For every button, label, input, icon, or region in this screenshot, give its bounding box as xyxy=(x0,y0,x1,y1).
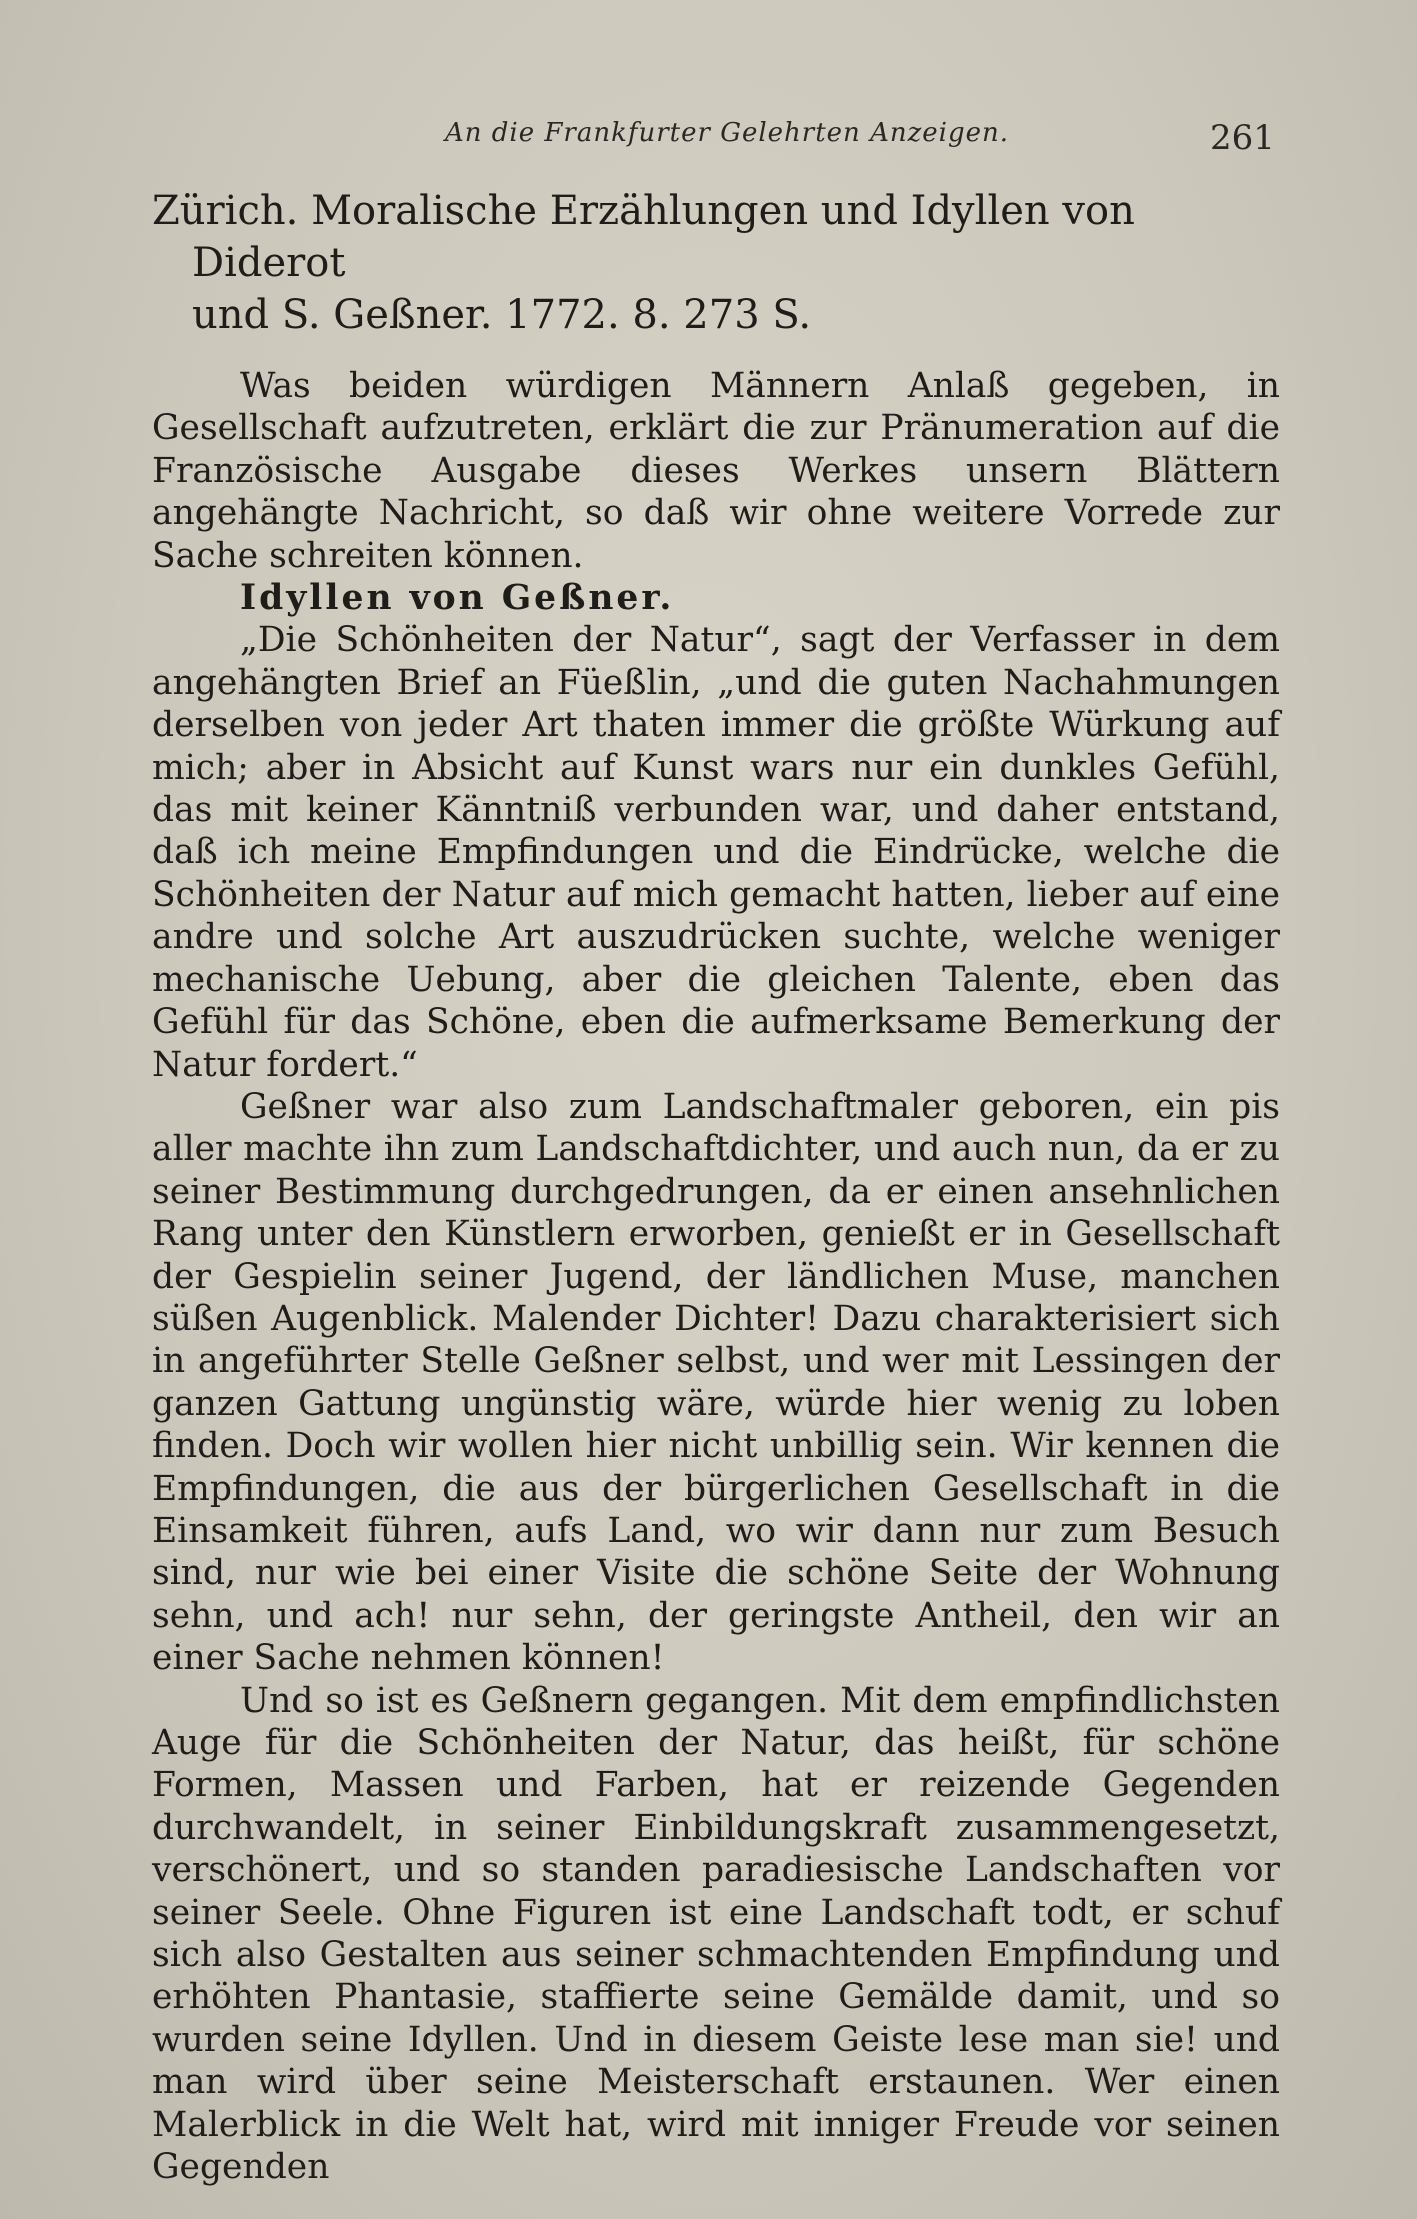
quote-paragraph: „Die Schönheiten der Natur“, sagt der Verfasser in dem angehängten Brief an Füeßlin, „und die guten Nachahmungen derselben von jeder Art thaten immer die größte Würkung auf mich; aber in Absicht auf Kunst wars nur ein dunkles Gefühl, das mit keiner Känntniß verbunden war, und daher entstand, daß ich meine Empfindungen und die Eindrücke, welche die Schönheiten der Natur auf mich gemacht hatten, lieber auf eine andre und solche Art auszudrücken suchte, welche weniger mechanische Uebung, aber die gleichen Talente, eben das Gefühl für das Schöne, eben die aufmerksame Bemerkung der Natur fordert.“ xyxy=(152,620,1280,1085)
gessner-paragraph: Geßner war also zum Landschaftmaler geboren, ein pis aller machte ihn zum Landschaftdichter, und auch nun, da er zu seiner Bestimmung durchgedrungen, da er einen ansehnlichen Rang unter den Künstlern erworben, genießt er in Gesellschaft der Gespielin seiner Jugend, der ländlichen Muse, manchen süßen Augenblick. Malender Dichter! Dazu charakterisiert sich in angeführter Stelle Geßner selbst, und wer mit Lessingen der ganzen Gattung ungünstig wäre, würde hier wenig zu loben finden. Doch wir wollen hier nicht unbillig sein. Wir kennen die Empfindungen, die aus der bürgerlichen Gesellschaft in die Einsamkeit führen, aufs Land, wo wir dann nur zum Besuch sind, nur wie bei einer Visite die schöne Seite der Wohnung sehn, und ach! nur sehn, der geringste Antheil, den wir an einer Sache nehmen können! xyxy=(152,1086,1280,1679)
article-title-line1: Zürich. Moralische Erzählungen und Idyllen von Diderot xyxy=(152,188,1135,286)
article-title-line2: und S. Geßner. 1772. 8. 273 S. xyxy=(192,292,812,338)
landscape-paragraph: Und so ist es Geßnern gegangen. Mit dem empfindlichsten Auge für die Schönheiten der Natur, das heißt, für schöne Formen, Massen und Farben, hat er reizende Gegenden durchwandelt, in seiner Einbildungskraft zusammengesetzt, verschönert, und so standen paradiesische Landschaften vor seiner Seele. Ohne Figuren ist eine Landschaft todt, er schuf sich also Gestalten aus seiner schmachtenden Empfindung und erhöhten Phantasie, staffierte seine Gemälde damit, und so wurden seine Idyllen. Und in diesem Geiste lese man sie! und man wird über seine Meisterschaft erstaunen. Wer einen Malerblick in die Welt hat, wird mit inniger Freude vor seinen Gegenden xyxy=(152,1680,1280,2188)
section-heading: Idyllen von Geßner. xyxy=(240,578,675,619)
article-body xyxy=(152,365,1280,2188)
running-head: An die Frankfurter Gelehrten Anzeigen. xyxy=(445,118,1010,148)
page-number: 261 xyxy=(1210,118,1275,158)
page-content xyxy=(152,185,1280,2188)
article-title xyxy=(152,185,1280,341)
intro-paragraph: Was beiden würdigen Männern Anlaß gegeben, in Gesellschaft aufzutreten, erklärt die zur Pränumeration auf die Französische Ausgabe dieses Werkes unsern Blättern angehängte Nachricht, so daß wir ohne weitere Vorrede zur Sache schreiten können. xyxy=(152,366,1280,576)
